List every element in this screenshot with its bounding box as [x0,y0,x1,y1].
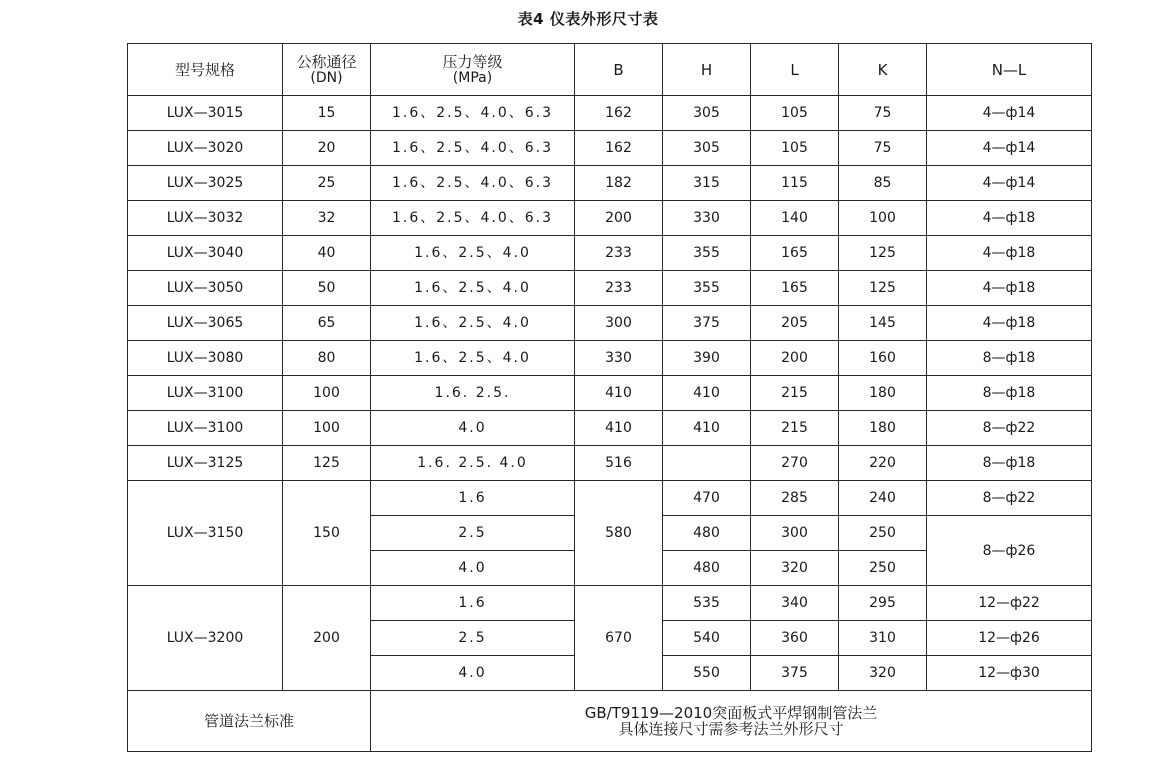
table-row [128,96,1092,131]
cell-l: 375 [751,656,839,691]
cell-l: 115 [751,166,839,201]
cell-b: 233 [575,236,663,271]
cell-h: 410 [663,376,751,411]
cell-dn: 50 [283,271,371,306]
header-dn-line2: (DN) [310,69,343,86]
cell-l: 215 [751,376,839,411]
cell-pressure: 1.6 [371,586,575,621]
cell-model: LUX—3015 [128,96,283,131]
cell-h: 355 [663,236,751,271]
cell-nl: 12—ф30 [927,656,1092,691]
cell-k: 250 [839,516,927,551]
header-pressure-line2: (MPa) [452,69,493,86]
cell-model: LUX—3032 [128,201,283,236]
cell-dn: 65 [283,306,371,341]
cell-b: 233 [575,271,663,306]
cell-nl: 8—ф22 [927,411,1092,446]
cell-k: 250 [839,551,927,586]
cell-h: 470 [663,481,751,516]
table-row [128,236,1092,271]
cell-b: 670 [575,586,663,691]
cell-model: LUX—3040 [128,236,283,271]
cell-model: LUX—3125 [128,446,283,481]
cell-h: 315 [663,166,751,201]
cell-nl: 4—ф14 [927,96,1092,131]
cell-b: 200 [575,201,663,236]
table-row [128,271,1092,306]
cell-k: 100 [839,201,927,236]
cell-l: 165 [751,236,839,271]
cell-dn: 80 [283,341,371,376]
cell-nl: 12—ф22 [927,586,1092,621]
cell-h: 330 [663,201,751,236]
cell-k: 75 [839,131,927,166]
cell-pressure: 4.0 [371,656,575,691]
cell-dn: 125 [283,446,371,481]
cell-model: LUX—3050 [128,271,283,306]
cell-h: 410 [663,411,751,446]
cell-h [663,446,751,481]
cell-nl: 8—ф26 [927,516,1092,586]
cell-model: LUX—3020 [128,131,283,166]
cell-pressure: 1.6、2.5、4.0、6.3 [371,131,575,166]
cell-nl: 4—ф14 [927,131,1092,166]
header-b: B [575,44,663,96]
cell-b: 580 [575,481,663,586]
table-row [128,131,1092,166]
cell-dn: 15 [283,96,371,131]
cell-k: 85 [839,166,927,201]
cell-dn: 200 [283,586,371,691]
cell-l: 200 [751,341,839,376]
cell-h: 480 [663,551,751,586]
cell-k: 125 [839,271,927,306]
cell-l: 340 [751,586,839,621]
header-k: K [839,44,927,96]
cell-model: LUX—3065 [128,306,283,341]
cell-h: 305 [663,96,751,131]
cell-l: 105 [751,96,839,131]
cell-pressure: 1.6、2.5、4.0 [371,271,575,306]
cell-k: 220 [839,446,927,481]
cell-model: LUX—3150 [128,481,283,586]
cell-b: 182 [575,166,663,201]
cell-pressure: 1.6、2.5、4.0 [371,341,575,376]
cell-pressure: 1.6、2.5、4.0 [371,306,575,341]
cell-dn: 32 [283,201,371,236]
cell-dn: 25 [283,166,371,201]
cell-pressure: 4.0 [371,411,575,446]
table-row [128,446,1092,481]
cell-l: 205 [751,306,839,341]
cell-dn: 40 [283,236,371,271]
header-model: 型号规格 [128,44,283,96]
cell-nl: 4—ф18 [927,236,1092,271]
cell-l: 140 [751,201,839,236]
cell-nl: 8—ф22 [927,481,1092,516]
cell-model: LUX—3025 [128,166,283,201]
header-nl: N—L [927,44,1092,96]
cell-model: LUX—3100 [128,376,283,411]
cell-h: 535 [663,586,751,621]
header-pressure-line1: 压力等级 [442,52,503,71]
cell-b: 410 [575,411,663,446]
table-row [128,166,1092,201]
cell-k: 160 [839,341,927,376]
cell-l: 285 [751,481,839,516]
flange-standard-text [371,691,1092,752]
footer-row [128,691,1092,752]
cell-l: 300 [751,516,839,551]
header-l: L [751,44,839,96]
cell-pressure: 1.6. 2.5. 4.0 [371,446,575,481]
header-row [128,44,1092,96]
cell-h: 540 [663,621,751,656]
cell-nl: 4—ф18 [927,201,1092,236]
cell-h: 375 [663,306,751,341]
table-row [128,586,1092,621]
cell-k: 310 [839,621,927,656]
cell-pressure: 1.6、2.5、4.0 [371,236,575,271]
cell-k: 125 [839,236,927,271]
cell-nl: 8—ф18 [927,341,1092,376]
cell-dn: 100 [283,411,371,446]
flange-standard-line2: 具体连接尺寸需参考法兰外形尺寸 [618,720,844,738]
cell-nl: 8—ф18 [927,446,1092,481]
cell-nl: 12—ф26 [927,621,1092,656]
cell-pressure: 1.6. 2.5. [371,376,575,411]
table-title: 表4 仪表外形尺寸表 [517,10,659,28]
cell-nl: 8—ф18 [927,376,1092,411]
cell-pressure: 2.5 [371,621,575,656]
table-row [128,481,1092,516]
header-dn-line1: 公称通径 [296,52,357,71]
cell-b: 300 [575,306,663,341]
header-h: H [663,44,751,96]
cell-b: 330 [575,341,663,376]
cell-k: 145 [839,306,927,341]
dimension-table [127,43,1092,752]
cell-pressure: 1.6 [371,481,575,516]
cell-h: 305 [663,131,751,166]
cell-b: 162 [575,96,663,131]
cell-pressure: 1.6、2.5、4.0、6.3 [371,96,575,131]
cell-l: 270 [751,446,839,481]
cell-dn: 100 [283,376,371,411]
cell-k: 240 [839,481,927,516]
cell-k: 180 [839,376,927,411]
cell-pressure: 4.0 [371,551,575,586]
cell-h: 550 [663,656,751,691]
header-dn [283,44,371,96]
cell-pressure: 1.6、2.5、4.0、6.3 [371,166,575,201]
header-pressure [371,44,575,96]
cell-k: 295 [839,586,927,621]
cell-nl: 4—ф18 [927,306,1092,341]
flange-standard-label: 管道法兰标准 [128,691,371,752]
cell-nl: 4—ф14 [927,166,1092,201]
cell-l: 320 [751,551,839,586]
cell-l: 215 [751,411,839,446]
table-row [128,306,1092,341]
cell-pressure: 1.6、2.5、4.0、6.3 [371,201,575,236]
cell-h: 480 [663,516,751,551]
cell-b: 410 [575,376,663,411]
cell-b: 516 [575,446,663,481]
cell-model: LUX—3080 [128,341,283,376]
cell-h: 355 [663,271,751,306]
cell-pressure: 2.5 [371,516,575,551]
cell-b: 162 [575,131,663,166]
cell-l: 105 [751,131,839,166]
table-row [128,341,1092,376]
cell-k: 180 [839,411,927,446]
cell-k: 320 [839,656,927,691]
table-row [128,201,1092,236]
cell-l: 165 [751,271,839,306]
table-row [128,411,1092,446]
cell-dn: 150 [283,481,371,586]
cell-k: 75 [839,96,927,131]
cell-l: 360 [751,621,839,656]
cell-model: LUX—3100 [128,411,283,446]
cell-h: 390 [663,341,751,376]
flange-standard-line1: GB/T9119—2010突面板式平焊钢制管法兰 [584,704,878,722]
cell-model: LUX—3200 [128,586,283,691]
table-row [128,376,1092,411]
cell-dn: 20 [283,131,371,166]
cell-nl: 4—ф18 [927,271,1092,306]
